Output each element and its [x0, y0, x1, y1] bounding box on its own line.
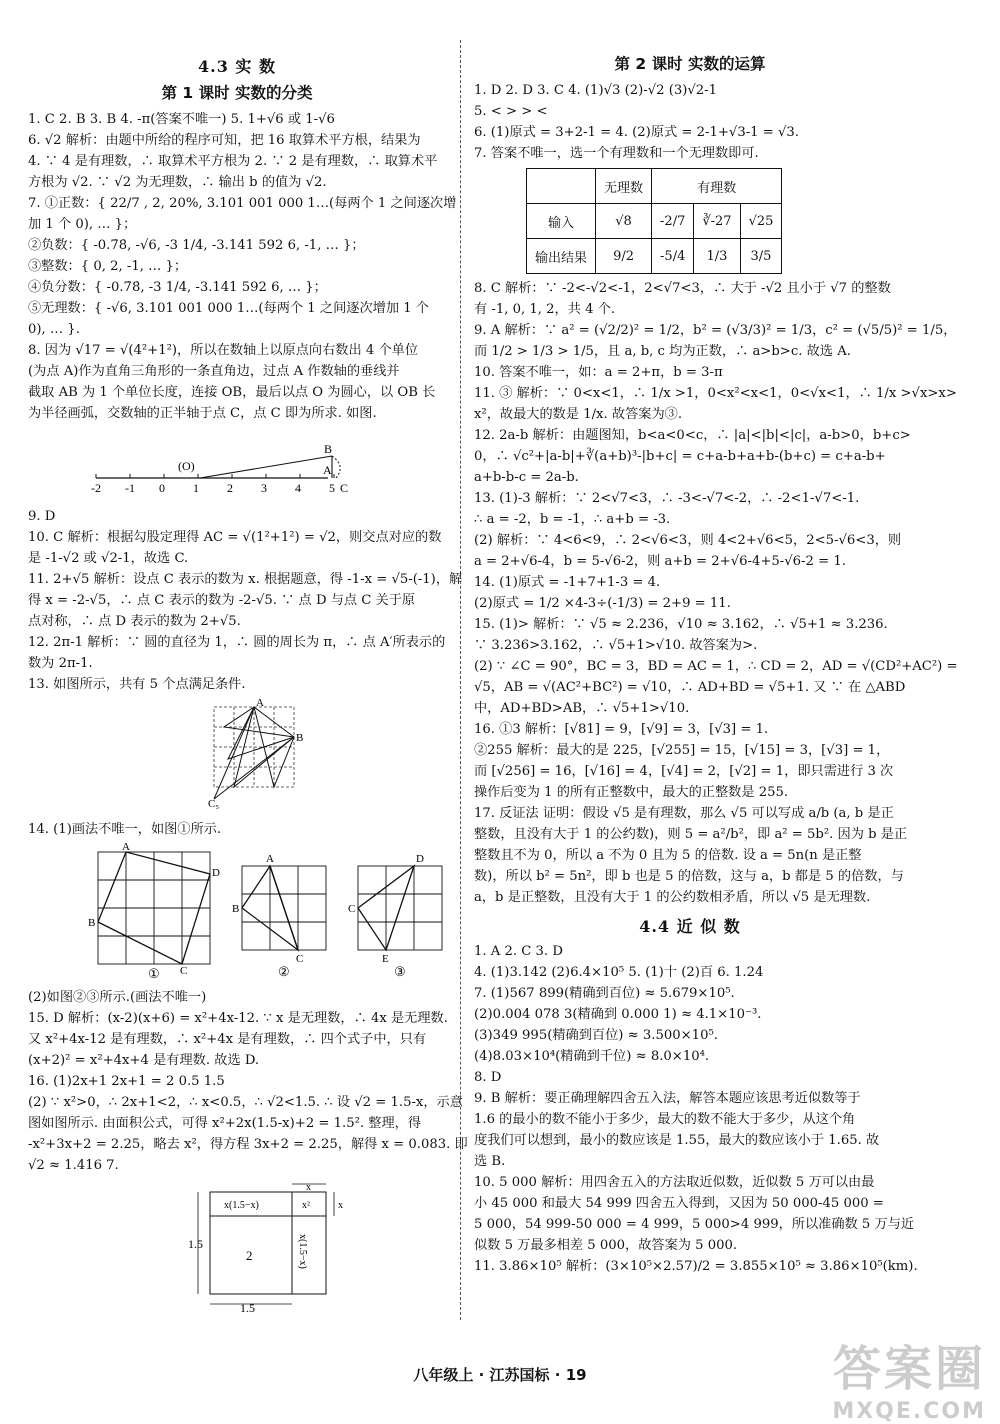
answer-line: 又 x²+4x-12 是有理数，∴ x²+4x 是有理数，∴ 四个式子中，只有 — [28, 1032, 427, 1047]
table-cell: ∛-27 — [694, 204, 740, 239]
answer-line: 4. ∵ 4 是有理数，∴ 取算术平方根为 2. ∵ 2 是有理数，∴ 取算术平 — [28, 154, 438, 169]
answer-line: (2) 解析：∵ 4<6<9，∴ 2<√6<3，则 4<2+√6<5，2<5-√6<3，则 — [474, 533, 902, 548]
answer-line: 14. (1)画法不唯一，如图①所示. — [28, 822, 222, 837]
answer-line: 17. 反证法 证明：假设 √5 是有理数，那么 √5 可以写成 a/b (a, b 是正 — [474, 806, 894, 821]
page-footer: 八年级上 · 江苏国标 · 19 — [413, 1366, 587, 1384]
watermark-line-2: MXQE.COM — [832, 1399, 986, 1424]
circled-1: ① — [148, 966, 160, 981]
answer-line: 4. (1)3.142 (2)6.4×10⁵ 5. (1)十 (2)百 6. 1.24 — [474, 965, 764, 980]
answer-line: ∴ a = -2，b = -1，∴ a+b = -3. — [474, 512, 671, 527]
answer-line: 为半径画弧，交数轴的正半轴于点 C，点 C 即为所求. 如图. — [28, 406, 377, 421]
label-origin: (O) — [178, 459, 195, 473]
area-label-top: x — [306, 1182, 311, 1193]
answer-line: 8. D — [474, 1070, 502, 1085]
answer-line: 5. < > > < — [474, 104, 548, 119]
answer-line: a = 2+√6-4，b = 5-√6-2，则 a+b = 2+√6-4+5-√6-2 = 1. — [474, 554, 846, 569]
answer-line: (2)原式 = 1/2 ×4-3÷(-1/3) = 2+9 = 11. — [474, 596, 731, 611]
table-cell: -5/4 — [652, 239, 694, 274]
table-cell: 3/5 — [740, 239, 782, 274]
answer-line: 0，∴ √c²+|a-b|+∛(a+b)³-|b+c| = c+a-b+a+b-(b+c) = c+a-b+ — [474, 449, 886, 464]
answer-line: 10. 答案不唯一，如：a = 2+π，b = 3-π — [474, 365, 723, 380]
answer-line: 整数且不为 0，所以 a 不为 0 且为 5 的倍数. 设 a = 5n(n 是正整 — [474, 848, 862, 863]
table-header-irrational: 无理数 — [596, 169, 652, 204]
number-line-tick-label: 1 — [193, 481, 199, 495]
svg-text:C₅: C₅ — [208, 798, 220, 810]
number-line-tick-label: -1 — [125, 481, 135, 495]
answer-line: 11. 3.86×10⁵ 解析：(3×10⁵×2.57)/2 = 3.855×10⁵ ≈ 3.86×10⁵(km). — [474, 1259, 918, 1274]
answer-line: 而 [√256] = 16，[√16] = 4，[√4] = 2，[√2] = 1，即只需进行 3 次 — [474, 764, 894, 779]
answer-line: 14. (1)原式 = -1+7+1-3 = 4. — [474, 575, 661, 590]
lesson-2-title: 第 2 课时 实数的运算 — [614, 55, 766, 73]
lesson-1-title: 第 1 课时 实数的分类 — [161, 84, 313, 102]
area-label-top-left: x(1.5−x) — [224, 1200, 259, 1211]
right-answers-part-c — [474, 941, 918, 1277]
circled-2: ② — [278, 964, 290, 979]
answer-line: 8. 因为 √17 = √(4²+1²)，所以在数轴上以原点向右数出 4 个单位 — [28, 343, 419, 358]
svg-text:B: B — [296, 732, 304, 744]
answer-line: 而 1/2 > 1/3 > 1/5，且 a, b, c 均为正数，∴ a>b>c. 故选 A. — [474, 344, 851, 359]
answer-line: √2 ≈ 1.416 7. — [28, 1158, 119, 1173]
answer-line: 数)，所以 b² = 5n²，即 b 也是 5 的倍数，这与 a，b 都是 5 的倍数，与 — [474, 869, 904, 884]
area-label-bottom: 1.5 — [240, 1301, 255, 1315]
right-column — [474, 48, 958, 1277]
answer-line: 8. C 解析：∵ -2<-√2<-1，2<√7<3，∴ 大于 -√2 且小于 √7 的整数 — [474, 281, 891, 296]
answer-line: 1.6 的最小的数不能小于多少，最大的数不能大于多少，从这个角 — [474, 1112, 856, 1127]
watermark — [832, 1330, 986, 1424]
answer-line: 方根为 √2. ∵ √2 为无理数，∴ 输出 b 的值为 √2. — [28, 175, 327, 190]
section-title-4-4: 4.4 近 似 数 — [639, 917, 741, 936]
area-label-left: 1.5 — [188, 1237, 203, 1251]
answer-line: 9. D — [28, 509, 56, 524]
answer-line: 度我们可以想到，最小的数应该是 1.55，最大的数应该小于 1.65. 故 — [474, 1133, 880, 1148]
table-cell: √8 — [596, 204, 652, 239]
answer-line: 7. 答案不唯一，选一个有理数和一个无理数即可. — [474, 146, 759, 161]
answer-line: 11. 2+√5 解析：设点 C 表示的数为 x. 根据题意，得 -1-x = √5-(-1)，解 — [28, 572, 463, 587]
answer-line: 数为 2π-1. — [28, 656, 93, 671]
table-corner — [527, 169, 596, 204]
table-cell: √25 — [740, 204, 782, 239]
answer-line: (2) ∵ x²>0，∴ 2x+1<2，∴ x<0.5，∴ √2<1.5. ∴ 设 √2 = 1.5-x，示意 — [28, 1095, 463, 1110]
number-line-tick-label: 0 — [159, 481, 165, 495]
answer-line: 6. √2 解析：由题中所给的程序可知，把 16 取算术平方根，结果为 — [28, 133, 421, 148]
table-row-label: 输入 — [527, 204, 596, 239]
fig1-label-c: C — [180, 965, 188, 977]
answer-line: ④负分数：{ -0.7̇8̇, -3 1/4, -3.141 592 6, … }； — [28, 280, 327, 295]
label-b: B — [324, 442, 333, 456]
answer-line: 图如图所示. 由面积公式，可得 x²+2x(1.5-x)+2 = 1.5². 整理，得 — [28, 1116, 422, 1131]
section-title-4-3: 4.3 实 数 — [198, 57, 276, 76]
answer-line: 1. C 2. B 3. B 4. -π(答案不唯一) 5. 1+√6 或 1-√6 — [28, 112, 335, 127]
fig3-label-e: E — [382, 953, 389, 965]
answer-line: 10. C 解析：根据勾股定理得 AC = √(1²+1²) = √2，则交点对应的数 — [28, 530, 442, 545]
io-table — [526, 168, 782, 274]
fig1-label-a: A — [122, 841, 130, 853]
answer-line: ③整数：{ 0, 2, -1, … }； — [28, 259, 188, 274]
answer-line: 1. D 2. D 3. C 4. (1)√3 (2)-√2 (3)√2-1 — [474, 83, 718, 98]
left-answers-part-a — [28, 109, 457, 424]
fig3-label-c: C — [348, 903, 356, 915]
svg-text:A: A — [256, 697, 264, 709]
answer-line: 加 1 个 0), … }； — [28, 217, 137, 232]
table-cell: -2/7 — [652, 204, 694, 239]
answer-line: 15. D 解析：(x-2)(x+6) = x²+4x-12. ∵ x 是无理数，∴ 4x 是无理数. — [28, 1011, 448, 1026]
answer-line: (3)349 995(精确到百位) ≈ 3.500×10⁵. — [474, 1028, 718, 1043]
answer-line: 9. A 解析：∵ a² = (√2/2)² = 1/2，b² = (√3/3)² = 1/3，c² = (√5/5)² = 1/5， — [474, 323, 957, 338]
answer-line: a+b-b-c = 2a-b. — [474, 470, 579, 485]
table-header-rational: 有理数 — [652, 169, 782, 204]
answer-line: -x²+3x+2 = 2.25，略去 x²，得方程 3x+2 = 2.25，解得 x = 0.083. 即 — [28, 1137, 468, 1152]
answer-line: 得 x = -2-√5，∴ 点 C 表示的数为 -2-√5. ∵ 点 D 与点 C 关于原 — [28, 593, 416, 608]
answer-line: ⑤无理数：{ -√6, 3.101 001 000 1…(每两个 1 之间逐次增加 1 个 — [28, 301, 429, 316]
answer-line: 0), … }. — [28, 322, 80, 337]
answer-line: ∵ 3.236>3.162，∴ √5+1>√10. 故答案为>. — [474, 638, 758, 653]
fig3-label-d: D — [416, 853, 424, 865]
answer-line: 5 000，54 999-50 000 = 4 999，5 000>4 999，所以准确数 5 万与近 — [474, 1217, 915, 1232]
answer-line: 操作后变为 1 的所有正整数中，最大的正整数是 255. — [474, 785, 789, 800]
answer-line: a，b 是正整数，且没有大于 1 的公约数相矛盾，所以 √5 是无理数. — [474, 890, 871, 905]
area-label-right-strip: x(1.5−x) — [297, 1234, 308, 1269]
answer-line: 似数 5 万最多相差 5 000，故答案为 5 000. — [474, 1238, 738, 1253]
answer-line: (2)0.004 078 3(精确到 0.000 1) ≈ 4.1×10⁻³. — [474, 1007, 762, 1022]
answer-line: 12. 2π-1 解析：∵ 圆的直径为 1，∴ 圆的周长为 π，∴ 点 A′所表示的 — [28, 635, 446, 650]
number-line-tick-label: 2 — [227, 481, 233, 495]
answer-line: ②255 解析：最大的是 225，[√255] = 15，[√15] = 3，[√3] = 1， — [474, 743, 890, 758]
fig1-label-d: D — [212, 867, 220, 879]
answer-line: 整数，且没有大于 1 的公约数)，则 5 = a²/b²，即 a² = 5b². 因为 b 是正 — [474, 827, 908, 842]
number-line-figure — [28, 428, 446, 502]
right-answers-part-b — [474, 278, 958, 908]
label-c: C — [340, 481, 349, 495]
answer-line: 15. (1)> 解析：∵ √5 ≈ 2.236，√10 ≈ 3.162，∴ √5+1 ≈ 3.236. — [474, 617, 888, 632]
answer-line: 截取 AB 为 1 个单位长度，连接 OB，最后以点 O 为圆心，以 OB 长 — [28, 385, 436, 400]
grid-figures-q14 — [28, 841, 446, 983]
fig2-label-b: B — [232, 903, 240, 915]
answer-line: (2) ∵ ∠C = 90°，BC = 3，BD = AC = 1，∴ CD = 2，AD = √(CD²+AC²) = — [474, 659, 958, 674]
answer-line: 9. B 解析：要正确理解四舍五入法，解答本题应该思考近似数等于 — [474, 1091, 861, 1106]
answer-line: 选 B. — [474, 1154, 506, 1169]
answer-line: (4)8.03×10⁴(精确到千位) ≈ 8.0×10⁴. — [474, 1049, 710, 1064]
table-row-label: 输出结果 — [527, 239, 596, 274]
watermark-line-1: 答案圈 — [832, 1341, 986, 1397]
answer-line: 7. ①正数：{ 22/7 , 2, 20%, 3.101 001 000 1…(每两个 1 之间逐次增 — [28, 196, 457, 211]
fig2-label-a: A — [266, 853, 274, 865]
answer-line: (为点 A)作为直角三角形的一条直角边，过点 A 作数轴的垂线并 — [28, 364, 400, 379]
left-answers-part-b — [28, 506, 463, 695]
answer-line: 有 -1, 0, 1, 2，共 4 个. — [474, 302, 616, 317]
answer-line: 16. (1)2x+1 2x+1 = 2 0.5 1.5 — [28, 1074, 225, 1089]
left-answers-part-c — [28, 819, 446, 840]
answer-line: 点对称，∴ 点 D 表示的数为 2+√5. — [28, 614, 241, 629]
answer-line: 6. (1)原式 = 3+2-1 = 4. (2)原式 = 2-1+√3-1 = √3. — [474, 125, 799, 140]
answer-line: 16. ①3 解析：[√81] = 9，[√9] = 3，[√3] = 1. — [474, 722, 769, 737]
number-line-tick-label: 3 — [261, 481, 267, 495]
answer-line: 12. 2a-b 解析：由题图知，b<a<0<c，∴ |a|<|b|<|c|，a-b>0，b+c> — [474, 428, 911, 443]
answer-line: (x+2)² = x²+4x+4 是有理数. 故选 D. — [28, 1053, 260, 1068]
answer-line: x²，故最大的数是 1/x. 故答案为③. — [474, 407, 683, 422]
number-line-tick-label: -2 — [91, 481, 101, 495]
fig2-label-c: C — [296, 953, 304, 965]
grid-figure-q13 — [28, 699, 446, 815]
answer-line: √5，AB = √(AC²+BC²) = √10，∴ AD+BD = √5+1. 又 ∵ 在 △ABD — [474, 680, 906, 695]
answer-line: 小 45 000 和最大 54 999 四舍五入得到，又因为 50 000-45 000 = — [474, 1196, 884, 1211]
table-cell: 1/3 — [694, 239, 740, 274]
left-column — [28, 48, 468, 1320]
answer-line: 中，AD+BD>AB，∴ √5+1>√10. — [474, 701, 690, 716]
answer-line: ②负数：{ -0.7̇8̇, -√6, -3 1/4, -3.141 592 6, -1, … }； — [28, 238, 365, 253]
left-answers-part-d — [28, 987, 468, 1176]
area-label-right: x — [338, 1200, 343, 1211]
number-line-tick-label: 4 — [295, 481, 301, 495]
circled-3: ③ — [394, 964, 406, 979]
answer-line: 1. A 2. C 3. D — [474, 944, 563, 959]
answer-line: 13. 如图所示，共有 5 个点满足条件. — [28, 677, 246, 692]
answer-line: 10. 5 000 解析：用四舍五入的方法取近似数，近似数 5 万可以由最 — [474, 1175, 875, 1190]
area-figure-q16 — [28, 1180, 446, 1316]
area-label-center: 2 — [246, 1248, 253, 1263]
number-line-tick-label: 5 — [329, 481, 335, 495]
answer-line: 13. (1)-3 解析：∵ 2<√7<3，∴ -3<-√7<-2，∴ -2<1-√7<-1. — [474, 491, 860, 506]
label-a: A — [323, 463, 332, 477]
table-cell: 9/2 — [596, 239, 652, 274]
area-label-top-right: x² — [302, 1200, 310, 1211]
fig1-label-b: B — [88, 917, 96, 929]
answer-line: 11. ③ 解析：∵ 0<x<1，∴ 1/x >1，0<x²<x<1，0<√x<1，∴ 1/x >√x>x> — [474, 386, 957, 401]
right-answers-part-a — [474, 80, 906, 164]
answer-line: 7. (1)567 899(精确到百位) ≈ 5.679×10⁵. — [474, 986, 735, 1001]
answer-line: 是 -1-√2 或 √2-1，故选 C. — [28, 551, 189, 566]
answer-line: (2)如图②③所示.(画法不唯一) — [28, 990, 207, 1005]
column-divider — [460, 40, 461, 1320]
